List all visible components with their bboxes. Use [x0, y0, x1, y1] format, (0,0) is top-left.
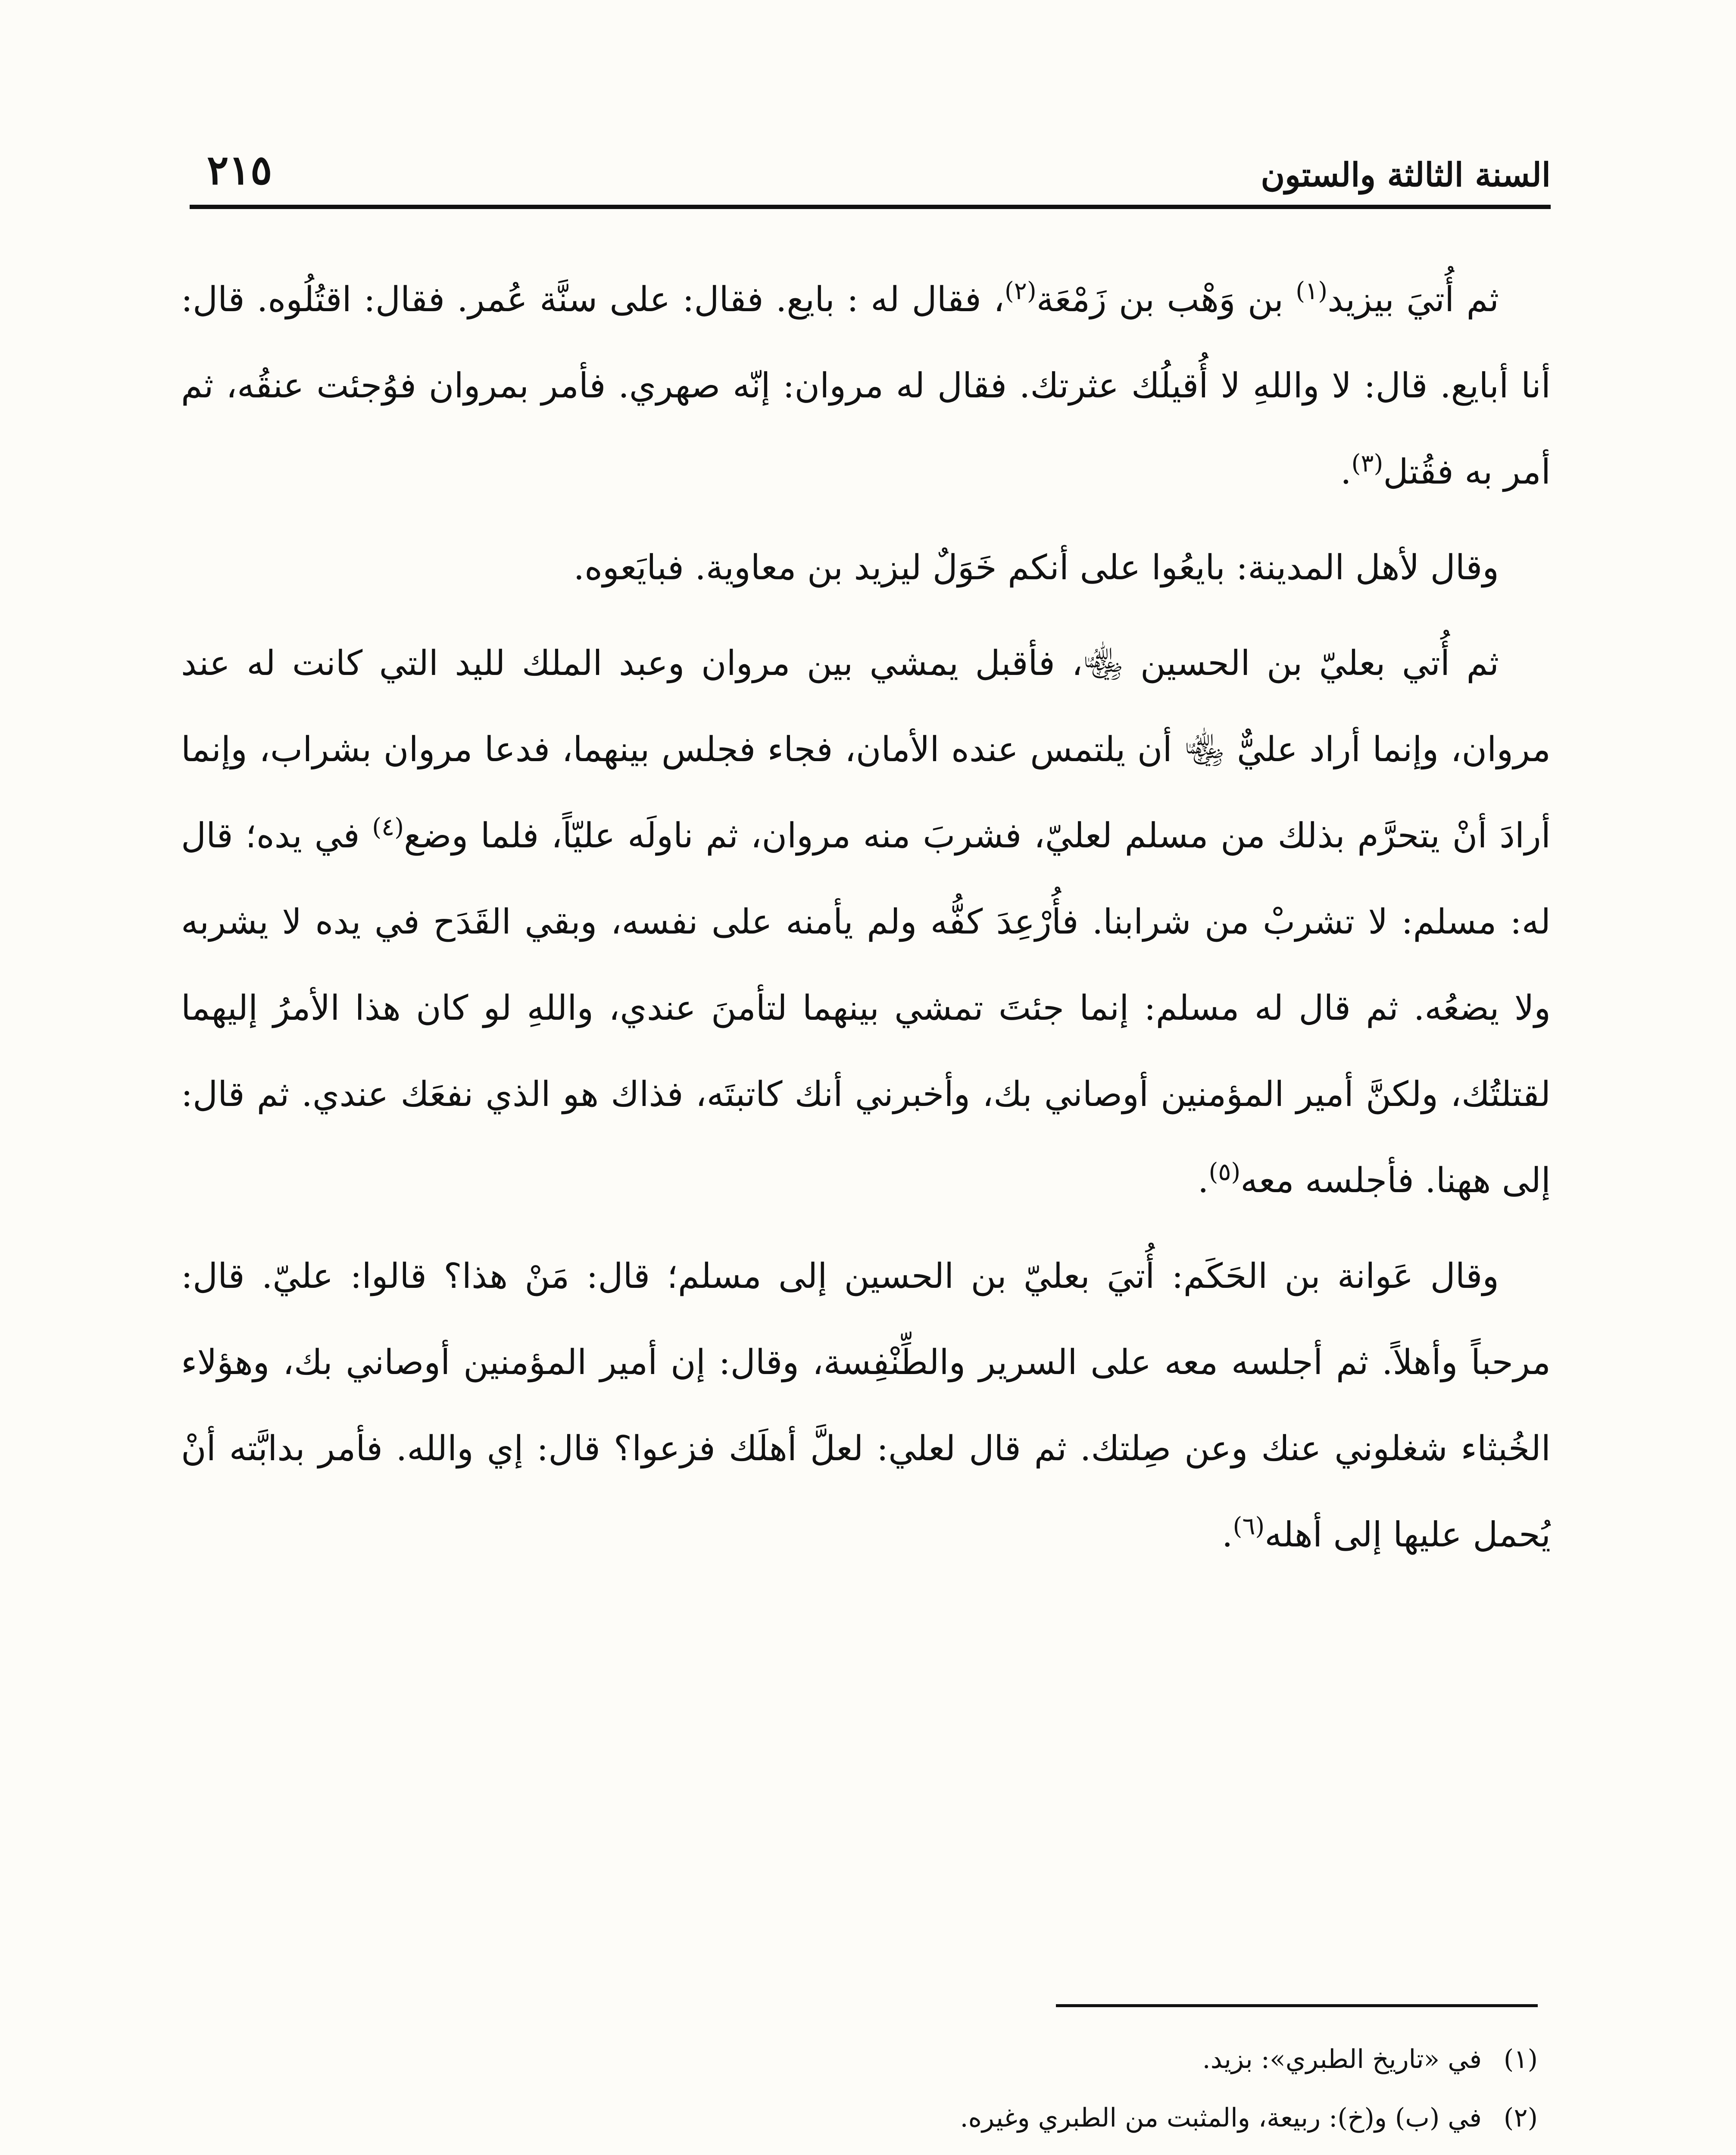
footnote-item: [646, 2147, 1538, 2155]
footnote-reference: (٢): [1004, 277, 1037, 305]
paragraph-ali-ibn-al-husayn: [181, 620, 1551, 1224]
text-segment: .: [1198, 1160, 1209, 1200]
text-segment: وقال لأهل المدينة: بايعُوا على أنكم خَوَلٌ ليزيد بن معاوية. فبايَعوه.: [573, 547, 1499, 587]
text-segment: ثم أُتيَ بيزيد: [1327, 279, 1499, 319]
footnote-text: في «تاريخ الطبري»: بزيد.: [1202, 2044, 1482, 2074]
footnote-marker: (١): [1503, 2044, 1538, 2074]
footnote-text: في (ب) و(خ): ربيعة، والمثبت من الطبري وغيره.: [960, 2103, 1482, 2133]
footnote-reference: (٤): [372, 813, 404, 841]
footnote-reference: (٥): [1208, 1158, 1241, 1186]
running-header-title: السنة الثالثة والستون: [1261, 156, 1551, 194]
text-segment: ، فقال له : بايع. فقال: على سنَّة عُمر. فقال: اقتُلُوه. قال: أنا أبايع. قال: لا واللهِ لا أُقيلُك عثرتك. فقال له مروان: إنّه صهري. فأمر بمروان فوُجئت عنقُه، ثم أمر به فقُتل: [181, 279, 1551, 492]
footnote-marker: (٢): [1503, 2103, 1538, 2133]
paragraph-yazid-ibn-wahb: [181, 256, 1551, 515]
footnotes: [646, 2030, 1538, 2155]
text-segment: بن وَهْب بن زَمْعَة: [1036, 279, 1296, 319]
text-segment: في يده؛ قال له: مسلم: لا تشربْ من شرابنا. فأُرْعِدَ كفُّه ولم يأمنه على نفسه، وبقي القَدَح في يده لا يشربه ولا يضعُه. ثم قال له مسلم: إنما جئتَ تمشي بينهما لتأمنَ عندي، واللهِ لو كان هذا الأمرُ إليهما لقتلتُك، ولكنَّ أمير المؤمنين أوصاني بك، وأخبرني أنك كاتبتَه، فذاك هو الذي نفعَك عندي. ثم قال: إلى ههنا. فأجلسه معه: [181, 815, 1551, 1200]
footnote-item: [646, 2089, 1538, 2147]
footnote-reference: (٦): [1233, 1512, 1265, 1540]
page-number: ٢١٥: [207, 147, 272, 194]
text-segment: .: [1340, 452, 1352, 492]
paragraph-awana-ibn-al-hakam: [181, 1233, 1551, 1578]
main-text: [181, 256, 1551, 2011]
footnote-reference: (١): [1296, 277, 1328, 305]
text-segment: ثم أُتي بعليّ بن الحسين ﵄، فأقبل يمشي بين مروان وعبد الملك لليد التي كانت له عند مروان، وإنما أراد عليٌّ ﵄ أن يلتمس عنده الأمان، فجاء فجلس بينهما، فدعا مروان بشراب، وإنما أرادَ أنْ يتحرَّم بذلك من مسلم لعليّ، فشربَ منه مروان، ثم ناولَه عليّاً، فلما وضع: [181, 643, 1551, 856]
text-segment: وقال عَوانة بن الحَكَم: أُتيَ بعليّ بن الحسين إلى مسلم؛ قال: مَنْ هذا؟ قالوا: عليّ. قال: مرحباً وأهلاً. ثم أجلسه معه على السرير والطِّنْفِسة، وقال: إن أمير المؤمنين أوصاني بك، وهؤلاء الخُبثاء شغلوني عنك وعن صِلتك. ثم قال لعلي: لعلَّ أهلَك فزعوا؟ قال: إي والله. فأمر بدابَّته أنْ يُحمل عليها إلى أهله: [181, 1256, 1551, 1555]
footnote-reference: (٣): [1351, 450, 1383, 478]
text-segment: .: [1222, 1515, 1233, 1555]
running-header: [190, 147, 1551, 207]
footnote-separator: [1056, 2004, 1538, 2007]
header-rule: [190, 205, 1551, 209]
footnote-marker: [1490, 2147, 1538, 2155]
paragraph-people-of-medina: [181, 525, 1551, 611]
footnote-item: [646, 2030, 1538, 2089]
